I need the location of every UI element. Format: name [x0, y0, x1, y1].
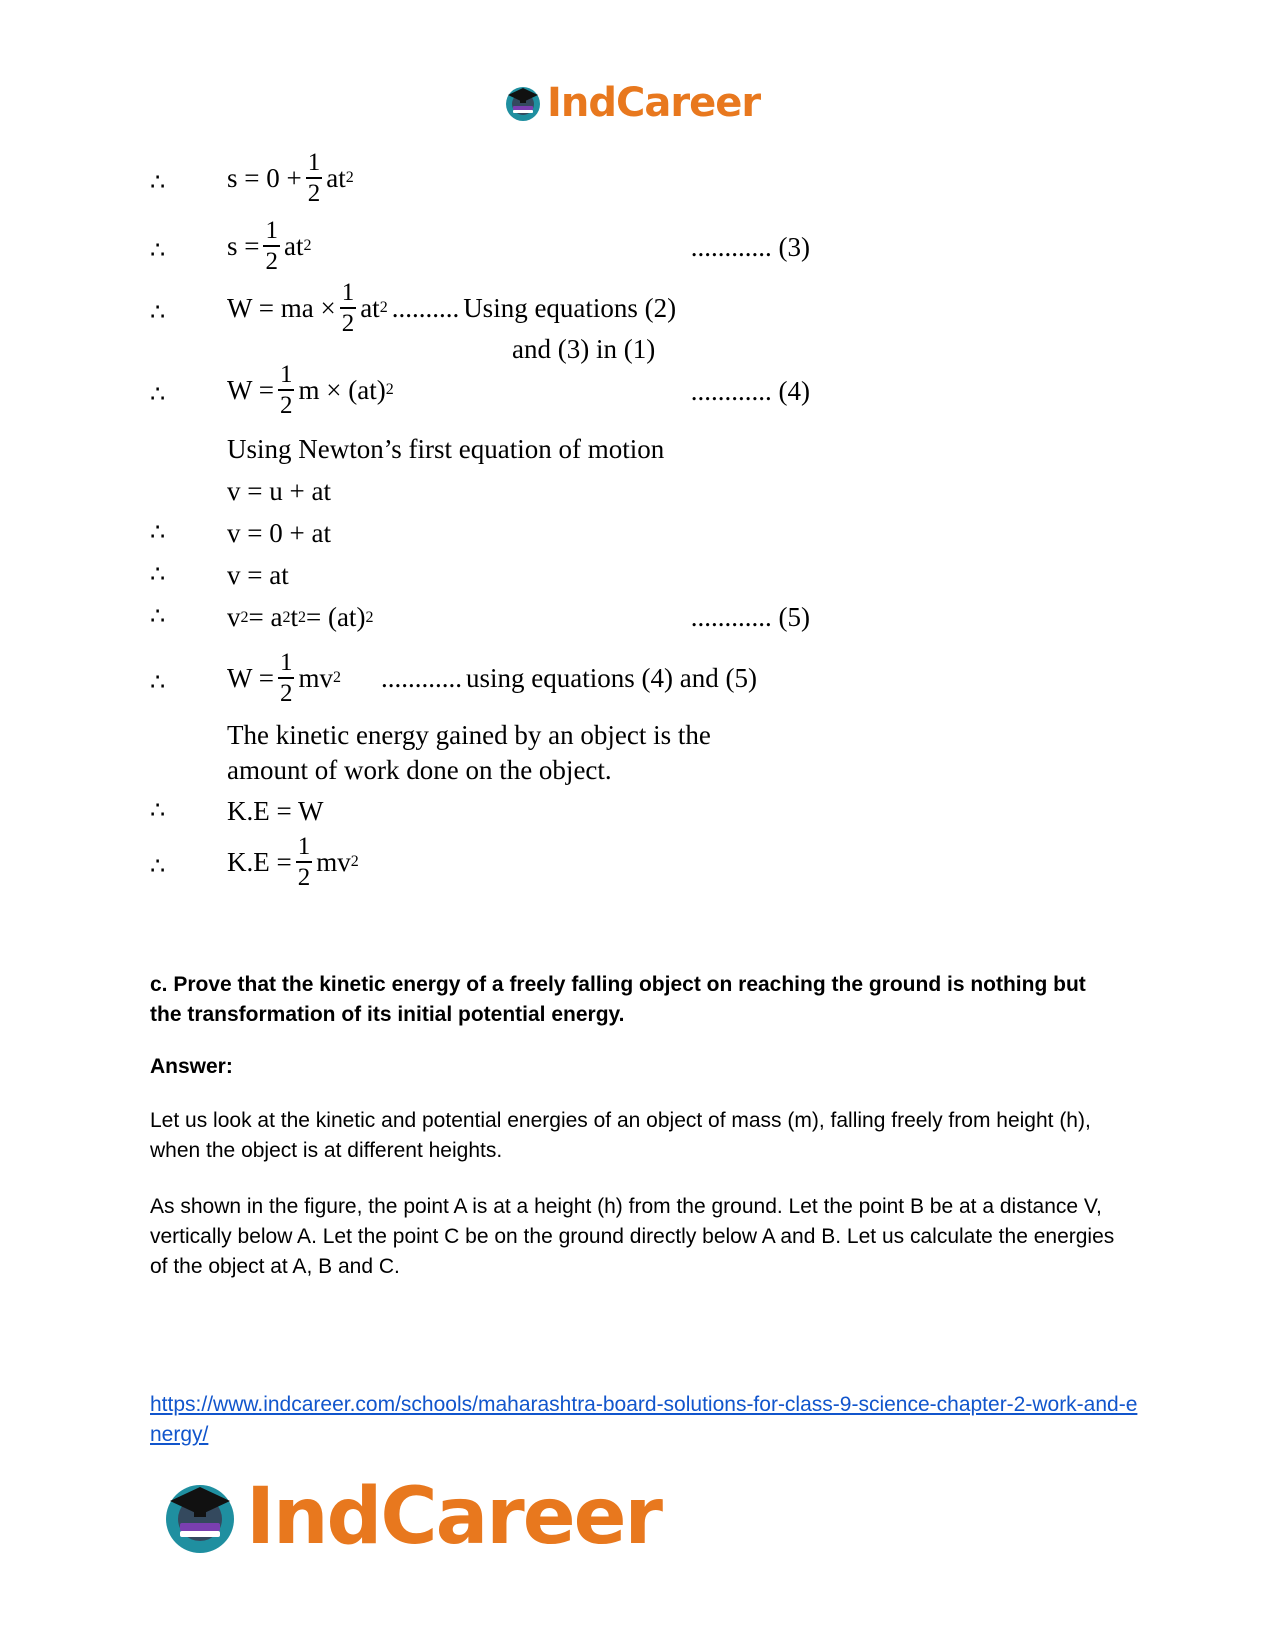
expr-tail: mv: [316, 846, 351, 877]
equation-number: ............ (3): [690, 232, 810, 262]
equation-note: Using equations (2): [463, 292, 677, 323]
text-line: amount of work done on the object.: [227, 755, 612, 785]
expr-lhs: s = 0 +: [227, 162, 302, 193]
expr-lhs: W =: [227, 662, 274, 693]
indcareer-logo-header: [503, 80, 760, 126]
text-line: Using Newton’s first equation of motion: [227, 434, 665, 464]
expr-tail: at: [360, 292, 380, 323]
expr-lhs: K.E =: [227, 846, 292, 877]
equation-row: ∴ K.E = $\frac{1}{2}$ mv 2: [150, 833, 359, 891]
graduation-cap-globe-icon: [503, 83, 543, 123]
therefore-symbol: ∴: [150, 604, 166, 630]
fraction: $\frac{1}{2}$: [297, 833, 311, 891]
therefore-symbol: ∴: [150, 170, 166, 196]
answer-paragraph: As shown in the figure, the point A is at a height (h) from the ground. Let the point B be at a distance V, vertically below A. Let the point C be on the ground directly below A and B. Let us calculate the energies of the object at A, B and C.: [150, 1195, 1115, 1278]
therefore-symbol: ∴: [150, 670, 166, 696]
equation-line: v = u + at: [227, 476, 331, 506]
expr-lhs: s =: [227, 230, 260, 261]
text-line: The kinetic energy gained by an object is the: [227, 720, 711, 750]
equation-number: ............ (5): [690, 602, 810, 632]
equation-row: ∴ s = 0 + $\frac{1}{2}$ at 2: [150, 149, 354, 207]
equation-row: ∴ W = $\frac{1}{2}$ mv 2 ............ using equations (4) and (5): [150, 649, 757, 707]
expr-tail: mv: [298, 662, 333, 693]
therefore-symbol: ∴: [150, 562, 166, 588]
expr-tail: at: [326, 162, 346, 193]
fraction: $\frac{1}{2}$: [279, 649, 293, 707]
equation-number: ............ (4): [690, 376, 810, 406]
therefore-symbol: ∴: [150, 238, 166, 264]
expr-tail: m × (at): [298, 374, 386, 405]
equation-row: ∴ W = $\frac{1}{2}$ m × (at) 2 ............ (4): [150, 361, 810, 419]
equation-text: v = at: [227, 560, 289, 590]
therefore-symbol: ∴: [150, 382, 166, 408]
therefore-symbol: ∴: [150, 798, 166, 824]
fraction: $\frac{1}{2}$: [279, 361, 293, 419]
equation-row: ∴ s = $\frac{1}{2}$ at 2 ............ (3): [150, 217, 810, 275]
logo-wordmark: IndCareer: [246, 1472, 661, 1562]
fraction: $\frac{1}{2}$: [307, 149, 321, 207]
answer-paragraph: Let us look at the kinetic and potential energies of an object of mass (m), falling freely from height (h), when the object is at different heights.: [150, 1109, 1091, 1162]
expr-tail: at: [283, 230, 304, 261]
equation-note-cont: and (3) in (1): [512, 334, 656, 364]
equation-note: using equations (4) and (5): [466, 662, 757, 693]
question-text: c. Prove that the kinetic energy of a freely falling object on reaching the ground is nothing but the transformation of its initial potential energy.: [150, 973, 1086, 1026]
indcareer-logo-footer: [160, 1472, 661, 1562]
source-link[interactable]: https://www.indcareer.com/schools/maharashtra-board-solutions-for-class-9-science-chapter-2-work-and-energy/: [150, 1393, 1138, 1446]
expr-lhs: W = ma ×: [227, 292, 336, 323]
equation-text: v 2 = a 2 t 2 = (at) 2: [227, 602, 374, 632]
expr-lhs: W =: [227, 374, 274, 405]
answer-label: Answer:: [150, 1055, 233, 1078]
fraction: $\frac{1}{2}$: [341, 279, 355, 337]
therefore-symbol: ∴: [150, 854, 166, 880]
graduation-cap-globe-icon: [160, 1477, 240, 1557]
therefore-symbol: ∴: [150, 520, 166, 546]
therefore-symbol: ∴: [150, 300, 166, 326]
logo-wordmark: IndCareer: [547, 80, 761, 126]
fraction: $\frac{1}{2}$: [265, 217, 278, 275]
equation-text: v = 0 + at: [227, 518, 331, 548]
equation-row: ∴ W = ma × $\frac{1}{2}$ at 2 .......... Using equations (2): [150, 279, 677, 337]
equation-text: K.E = W: [227, 796, 324, 826]
